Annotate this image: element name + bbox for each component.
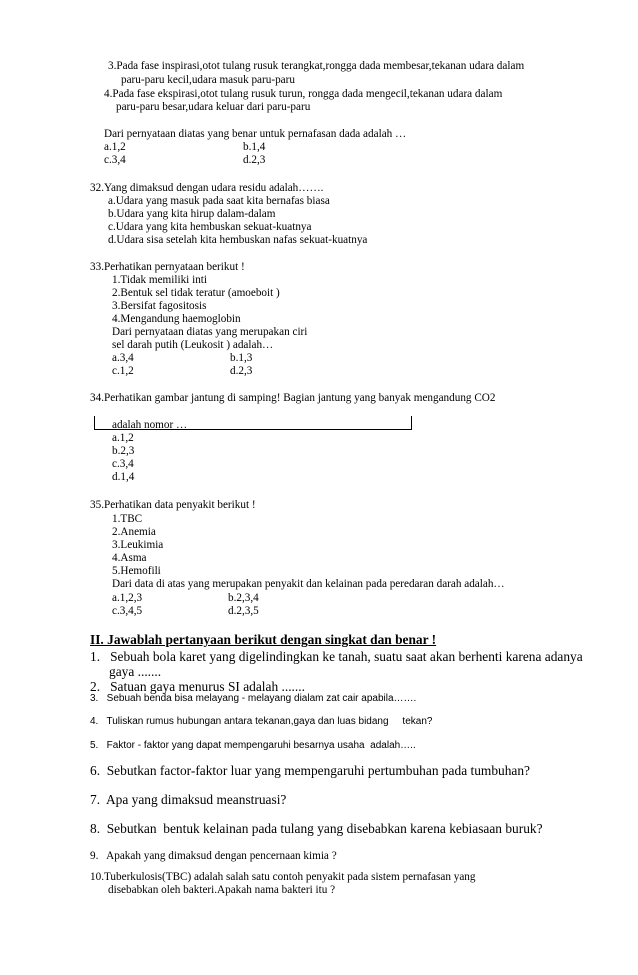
q33-option-b: b.1,3 [230,352,253,364]
q31-option-d: d.2,3 [243,154,266,166]
essay-question-1: 1. Sebuah bola karet yang digelindingkan ke tanah, suatu saat akan berhenti karena adanya [90,649,583,664]
section-2-heading: II. Jawablah pertanyaan berikut dengan singkat dan benar ! [90,632,437,647]
q32-option-b: b.Udara yang kita hirup dalam-dalam [108,208,276,220]
q31-statement-4: 4.Pada fase ekspirasi,otot tulang rusuk turun, rongga dada mengecil,tekanan udara dalam [104,88,503,100]
q35-option-a: a.1,2,3 [112,592,143,604]
q33-option-c: c.1,2 [112,365,134,377]
q35-item-4: 4.Asma [112,552,147,564]
q35-prompt: Dari data di atas yang merupakan penyakit dan kelainan pada peredaran darah adalah… [112,578,505,590]
q35-item-5: 5.Hemofili [112,565,161,577]
essay-question-1-cont: gaya ....... [109,664,162,679]
q34-option-a: a.1,2 [112,432,134,444]
q35-option-b: b.2,3,4 [228,592,259,604]
q33-option-a: a.3,4 [112,352,134,364]
q35-item-1: 1.TBC [112,513,143,525]
q31-question: Dari pernyataan diatas yang benar untuk pernafasan dada adalah … [104,128,407,140]
essay-question-3: 3. Sebuah benda bisa melayang - melayang dialam zat cair apabila……. [90,693,417,704]
q31-statement-3: 3.Pada fase inspirasi,otot tulang rusuk terangkat,rongga dada membesar,tekanan udara dalam [108,60,525,72]
q31-option-b: b.1,4 [243,141,266,153]
q34-question: 34.Perhatikan gambar jantung di samping! Bagian jantung yang banyak mengandung CO2 [90,392,496,404]
q33-item-4: 4.Mengandung haemoglobin [112,313,241,325]
q32-option-a: a.Udara yang masuk pada saat kita bernafas biasa [108,195,330,207]
q35-option-c: c.3,4,5 [112,605,143,617]
q34-option-c: c.3,4 [112,458,134,470]
q32-option-d: d.Udara sisa setelah kita hembuskan nafas sekuat-kuatnya [108,234,368,246]
q33-prompt: Dari pernyataan diatas yang merupakan ciri [112,326,308,338]
essay-question-8: 8. Sebutkan bentuk kelainan pada tulang yang disebabkan karena kebiasaan buruk? [90,821,543,836]
essay-question-9: 9. Apakah yang dimaksud dengan pencernaan kimia ? [90,850,337,862]
essay-question-6: 6. Sebutkan factor-faktor luar yang mempengaruhi pertumbuhan pada tumbuhan? [90,763,530,778]
q31-option-c: c.3,4 [104,154,126,166]
essay-question-2: 2. Satuan gaya menurus SI adalah ....... [90,679,305,694]
q33-question: 33.Perhatikan pernyataan berikut ! [90,261,245,273]
q35-item-3: 3.Leukimia [112,539,164,551]
q31-statement-3-cont: paru-paru kecil,udara masuk paru-paru [121,74,295,86]
q33-item-1: 1.Tidak memiliki inti [112,274,208,286]
essay-question-10-cont: disebabkan oleh bakteri.Apakah nama bakteri itu ? [108,884,336,896]
essay-question-4: 4. Tuliskan rumus hubungan antara tekanan,gaya dan luas bidang tekan? [90,716,433,727]
q35-question: 35.Perhatikan data penyakit berikut ! [90,499,256,511]
q32-option-c: c.Udara yang kita hembuskan sekuat-kuatnya [108,221,312,233]
q31-statement-4-cont: paru-paru besar,udara keluar dari paru-paru [116,101,311,113]
q31-option-a: a.1,2 [104,141,126,153]
q33-option-d: d.2,3 [230,365,253,377]
q33-prompt-cont: sel darah putih (Leukosit ) adalah… [112,339,274,351]
essay-question-10: 10.Tuberkulosis(TBC) adalah salah satu contoh penyakit pada sistem pernafasan yang [90,871,476,883]
q34-option-b: b.2,3 [112,445,135,457]
essay-question-5: 5. Faktor - faktor yang dapat mempengaruhi besarnya usaha adalah….. [90,740,416,751]
q32-question: 32.Yang dimaksud dengan udara residu adalah……. [90,182,324,194]
q33-item-2: 2.Bentuk sel tidak teratur (amoeboit ) [112,287,280,299]
q34-question-cont: adalah nomor … [112,419,188,431]
q34-option-d: d.1,4 [112,471,135,483]
essay-question-7: 7. Apa yang dimaksud meanstruasi? [90,792,287,807]
q33-item-3: 3.Bersifat fagositosis [112,300,207,312]
q35-option-d: d.2,3,5 [228,605,259,617]
q35-item-2: 2.Anemia [112,526,156,538]
